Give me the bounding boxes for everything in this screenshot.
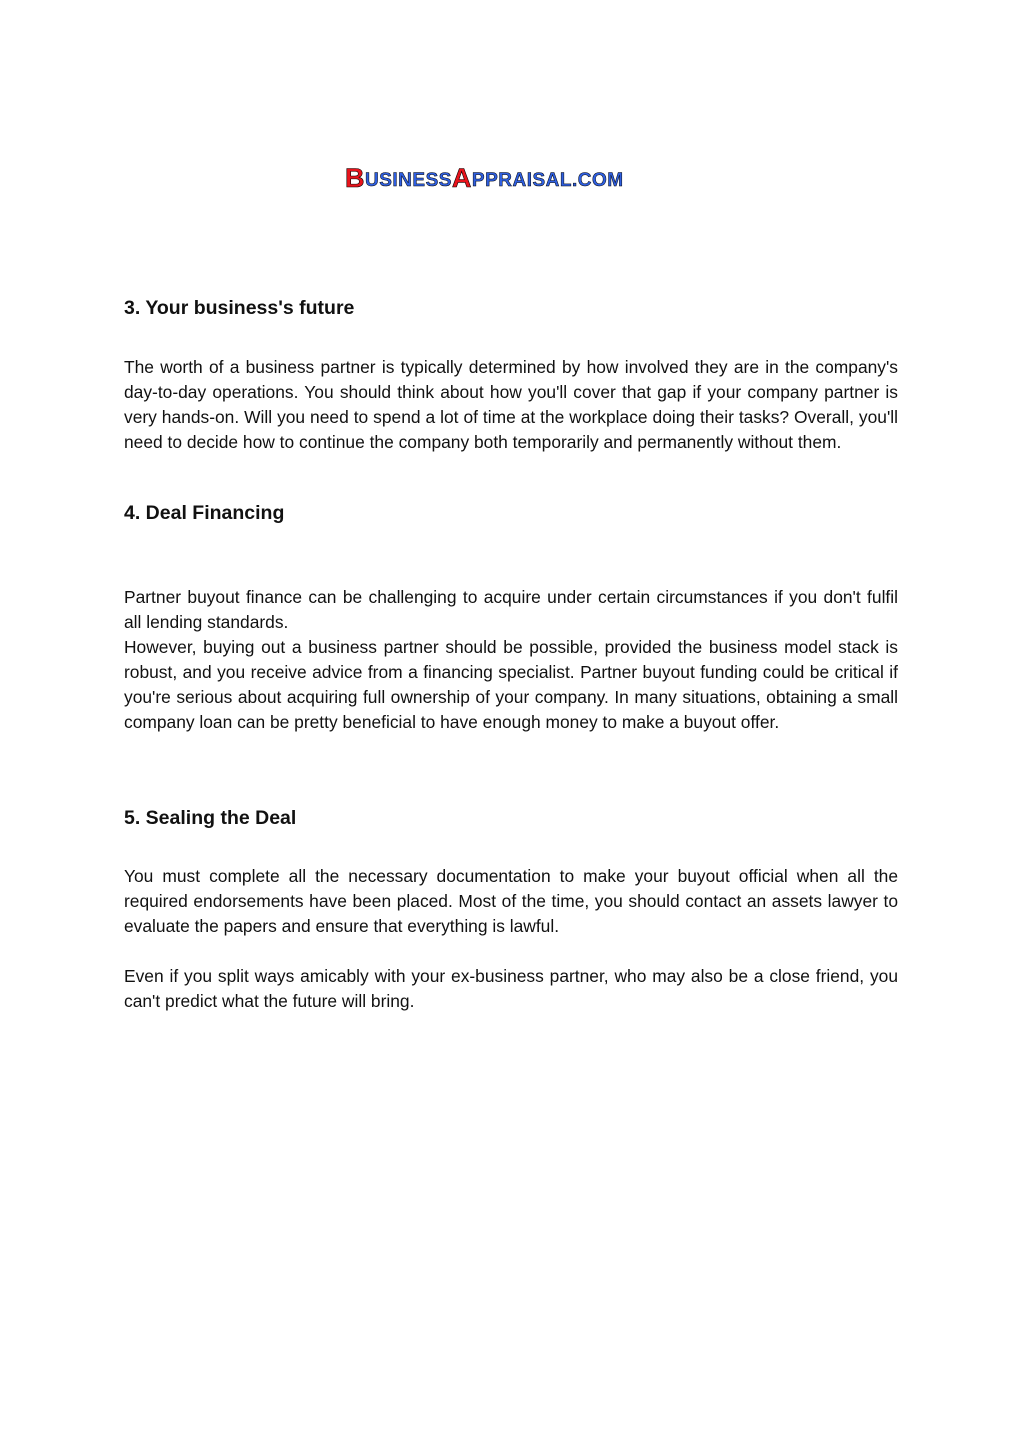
section-sealing-deal-body-2 [124,964,898,1014]
section-heading: 3. Your business's future [124,297,355,319]
section-paragraph: However, buying out a business partner should be possible, provided the business model stack is robust, and you receive advice from a financing specialist. Partner buyout funding could be critical if you're serious about acquiring full ownership of your company. In many situations, obtaining a small company loan can be pretty beneficial to have enough money to make a buyout offer. [124,637,898,732]
logo-letter-b: B [345,163,365,193]
section-sealing-deal-body [124,864,898,939]
section-paragraph: The worth of a business partner is typically determined by how involved they are in the company's day-to-day operations. You should think about how you'll cover that gap if your company partner is very hands-on. Will you need to spend a lot of time at the workplace doing their tasks? Overall, you'll need to decide how to continue the company both temporarily and permanently without them. [124,357,898,452]
businessappraisal-logo [345,163,685,193]
section-deal-financing [124,501,898,525]
section-paragraph: You must complete all the necessary documentation to make your buyout official when all the required endorsements have been placed. Most of the time, you should contact an assets lawyer to evaluate the papers and ensure that everything is lawful. [124,866,898,936]
logo-letter-a: A [451,163,472,193]
section-paragraph: Even if you split ways amicably with your ex-business partner, who may also be a close friend, you can't predict what the future will bring. [124,966,898,1011]
section-heading: 4. Deal Financing [124,502,285,524]
section-business-future [124,296,898,320]
section-heading: 5. Sealing the Deal [124,807,297,829]
section-paragraph: Partner buyout finance can be challenging to acquire under certain circumstances if you don't fulfil all lending standards. [124,587,898,632]
section-sealing-deal [124,806,898,830]
logo-text-usiness: USINESS [365,170,452,191]
logo-text-ppraisal: PPRAISAL.COM [471,170,624,191]
section-deal-financing-body [124,585,898,735]
section-business-future-body [124,355,898,455]
